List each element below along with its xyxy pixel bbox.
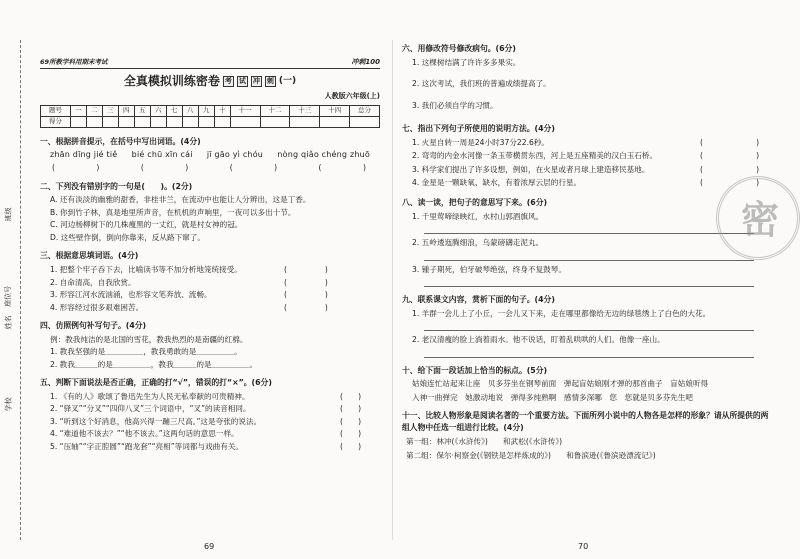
- answer-line[interactable]: [424, 251, 754, 261]
- score-cell[interactable]: [214, 116, 230, 127]
- score-col: 六: [150, 105, 166, 116]
- answer-paren[interactable]: ( ): [700, 137, 760, 147]
- score-col: 总分: [350, 105, 380, 116]
- binding-label-school: 学校: [4, 397, 13, 412]
- score-cell[interactable]: [290, 116, 320, 127]
- binding-label-seat: 座位号: [4, 285, 13, 307]
- binding-label-class: 班级: [4, 207, 13, 222]
- pinyin-row: [40, 150, 380, 160]
- grade-label: 人教版六年级(上): [324, 91, 380, 100]
- method-item-text: 4. 金星是一颗缺氧、缺水，有着浓厚云层的行星。: [412, 178, 582, 188]
- fill-item: [50, 265, 380, 274]
- exam-title: [40, 74, 380, 89]
- judge-item: [50, 392, 380, 401]
- answer-paren[interactable]: ( ): [340, 391, 362, 401]
- question-9-title: 九、联系课文内容，赏析下面的句子。(4分): [402, 295, 555, 305]
- score-col: 十一: [230, 105, 260, 116]
- score-col: 四: [118, 105, 134, 116]
- method-item-text: 3. 科学家们提出了许多设想，例如，在火星或者月球上建造移民基地。: [412, 164, 650, 174]
- title-tag: 刺: [266, 76, 274, 85]
- option-item: C. 河边杨柳树下的几株瘦黑的一丈红，就是村女神的冠。: [50, 220, 243, 230]
- method-item: [412, 178, 774, 187]
- score-cell[interactable]: [320, 116, 350, 127]
- answer-paren[interactable]: ( ): [700, 178, 760, 188]
- page-divider: [392, 40, 393, 540]
- title-suffix: (一): [278, 75, 297, 86]
- option-item: A. 还有淡淡的幽雅的甜香，非桂非兰，在流动中也能让人分辨出，这是丁香。: [50, 195, 311, 205]
- answer-paren[interactable]: ( ): [340, 429, 362, 439]
- fill-item-text: 3. 形容江河水流汹涌，也形容文笔奔放、流畅。: [50, 290, 212, 300]
- answer-line[interactable]: [424, 321, 754, 331]
- score-cell[interactable]: [166, 116, 182, 127]
- answer-paren[interactable]: ( ): [340, 416, 362, 426]
- score-table: [40, 105, 380, 128]
- judge-item: [50, 442, 380, 451]
- title-tag: 试: [238, 76, 246, 85]
- score-row1-label: 题号: [41, 105, 71, 116]
- fill-item: [50, 278, 380, 287]
- method-item: [412, 165, 774, 174]
- question-8-title: 八、读一读，把句子的意思写下来。(6分): [402, 197, 548, 207]
- seal-stamp: [716, 176, 800, 260]
- score-cell[interactable]: [230, 116, 260, 127]
- question-6-title: 六、用修改符号修改病句。(6分): [402, 44, 516, 53]
- passage-line[interactable]: 入神一曲弹完 她激动地说 弹得多纯熟啊 感情多深哪 您 您就是贝多芬先生吧: [412, 392, 693, 402]
- option-item: D. 这些壁作倒，倒向你靠来，反从路下窜了。: [50, 232, 205, 242]
- option-item: B. 你到竹子林，真是地里所声音，在机机的声响里，一夜可以多出十节。: [50, 207, 296, 217]
- score-col: 三: [102, 105, 118, 116]
- method-item-text: 1. 火星自转一周是24小时37分22.6秒。: [412, 137, 550, 147]
- score-col: 八: [182, 105, 198, 116]
- fill-item-text: 4. 形容经过很多艰难困苦。: [50, 302, 144, 312]
- poem-line: 1. 千里莺啼绿映红，水村山郭酒旗风。: [412, 211, 544, 221]
- answer-blank[interactable]: ( ): [284, 302, 328, 312]
- example-sentence: 例：教我纯洁的是北国的雪花，教我热烈的是南疆的红棉。: [50, 334, 248, 344]
- score-cell[interactable]: [134, 116, 150, 127]
- score-col: 五: [134, 105, 150, 116]
- judge-item-text: 4. “难道他不该去？”“他不该去。”这两句话的意思一样。: [50, 429, 239, 439]
- sentence-item: 2. 这次考试，我们班的普遍成绩提高了。: [412, 79, 551, 89]
- score-col: 七: [166, 105, 182, 116]
- title-tag: 考: [224, 76, 232, 85]
- title-tag: 冲: [252, 76, 260, 85]
- score-cell[interactable]: [102, 116, 118, 127]
- score-col: 十二: [260, 105, 290, 116]
- fill-item-text: 1. 把整个牢子吞下去，比喻读书等不加分析地笼统接受。: [50, 265, 242, 275]
- poem-line: 2. 五岭逶迤腾细浪，乌蒙磅礴走泥丸。: [412, 238, 544, 248]
- page-number-right: 70: [578, 542, 589, 551]
- method-item: [412, 151, 774, 160]
- binding-strip: [0, 0, 34, 559]
- method-item-text: 2. 弯弯的内金水河像一条玉带横贯东西，河上是五座精美的汉白玉石桥。: [412, 151, 658, 161]
- answer-line[interactable]: [424, 277, 754, 287]
- score-cell[interactable]: [260, 116, 290, 127]
- fill-item[interactable]: 1. 教我坚强的是＿＿＿＿＿，教我勇敢的是＿＿＿＿＿。: [50, 347, 242, 357]
- method-item: [412, 138, 774, 147]
- sentence-item: 2. 老汉清瘦的脸上淌着雨水。他不说话，盯着乱哄哄的人们。他像一座山。: [412, 335, 665, 345]
- answer-line[interactable]: [424, 348, 754, 358]
- answer-line[interactable]: [424, 224, 754, 234]
- score-col: 二: [86, 105, 102, 116]
- left-page: [40, 58, 380, 553]
- poem-line: 3. 锺子期死，伯牙破琴绝弦，终身不复鼓琴。: [412, 264, 566, 274]
- score-table-header-row: [41, 105, 380, 116]
- question-7-title: 七、指出下列句子所使用的说明方法。(4分): [402, 124, 555, 134]
- judge-item: [50, 404, 380, 413]
- group-item: 第二组：保尔·柯察金(《钢铁是怎样炼成的》) 和鲁滨逊(《鲁滨逊漂流记》): [406, 450, 656, 460]
- judge-item-text: 1. 《有的人》歌颂了鲁迅先生为人民无私奉献的可贵精神。: [50, 391, 250, 401]
- score-cell[interactable]: [86, 116, 102, 127]
- score-col: 九: [198, 105, 214, 116]
- answer-paren[interactable]: ( ): [700, 164, 760, 174]
- score-cell[interactable]: [182, 116, 198, 127]
- score-cell[interactable]: [198, 116, 214, 127]
- passage-line[interactable]: 姑娘连忙站起来让座 贝多芬坐在钢琴前面 弹起盲姑娘刚才弹的那首曲子 盲姑娘听得: [412, 379, 709, 389]
- pinyin-item: jī gāo yì chóu: [206, 150, 264, 160]
- judge-item: [50, 417, 380, 426]
- score-row2-label: 得分: [41, 116, 71, 127]
- score-col: 十三: [290, 105, 320, 116]
- group-item: 第一组：林冲(《水浒传》) 和武松(《水浒传》): [406, 437, 563, 447]
- fill-item[interactable]: 2. 教我＿＿＿的是＿＿＿＿＿，教我＿＿＿的是＿＿＿＿＿。: [50, 359, 258, 369]
- answer-blank[interactable]: ( ): [284, 277, 328, 287]
- judge-item-text: 2. “驿叉”“分叉”“四仰八叉”三个词语中，“叉”的读音相同。: [50, 404, 251, 414]
- answer-blank[interactable]: ( ): [284, 265, 328, 275]
- question-10-title: 十、给下面一段话加上恰当的标点。(5分): [402, 365, 548, 375]
- title-main: 全真模拟训练密卷: [123, 73, 220, 88]
- binding-label-name: 姓名: [4, 315, 13, 330]
- question-11-title: 十一、比较人物形象是阅读名著的一个重要方法。下面所列小说中的人物各是怎样的形象？请从所提供的两组人物中任选一组进行比较。(4分): [402, 411, 769, 432]
- score-cell[interactable]: [350, 116, 380, 127]
- answer-paren[interactable]: ( ): [340, 441, 362, 451]
- sentence-item: 1. 这棵树结满了许许多多果实。: [412, 57, 521, 67]
- question-4-title: 四、仿照例句补写句子。(4分): [40, 321, 147, 331]
- score-cell[interactable]: [70, 116, 86, 127]
- answer-parens-row[interactable]: ( ) ( ) ( ) ( ): [52, 163, 366, 173]
- pinyin-item: zhān dīng jié tiě: [50, 150, 118, 160]
- fill-item: [50, 290, 380, 299]
- answer-paren[interactable]: ( ): [700, 151, 760, 161]
- answer-blank[interactable]: ( ): [284, 290, 328, 300]
- score-cell[interactable]: [118, 116, 134, 127]
- judge-item: [50, 429, 380, 438]
- fill-item: [50, 303, 380, 312]
- question-5-title: 五、判断下面说法是否正确，正确的打“√”，错误的打“×”。(6分): [40, 378, 272, 388]
- series-label: 69所教学科用期末考试: [40, 58, 108, 66]
- right-page: [402, 44, 774, 549]
- score-cell[interactable]: [150, 116, 166, 127]
- page-number-left: 69: [204, 542, 215, 551]
- stamp-glyph: 密: [741, 198, 780, 242]
- score-col: 一: [70, 105, 86, 116]
- question-3-title: 三、根据意思填词语。(4分): [40, 251, 139, 261]
- pinyin-item: bié chū xīn cái: [131, 150, 193, 160]
- sentence-item: 1. 羊群一会儿上了小丘，一会儿又下来，走在哪里都像给无边的绿毯绣上了白色的大花。: [412, 308, 711, 318]
- question-2-title: 二、下列没有错别字的一句是( )。(2分): [40, 181, 193, 191]
- judge-item-text: 3. “听到这个好消息，他高兴得一蹦三尺高。”这是夸张的说法。: [50, 416, 262, 426]
- answer-paren[interactable]: ( ): [340, 404, 362, 414]
- score-col: 十: [214, 105, 230, 116]
- question-1-title: 一、根据拼音提示，在括号中写出词语。(4分): [40, 136, 201, 146]
- judge-item-text: 5. “压轴”“字正腔圆”“跑龙套”“亮相”等词都与戏曲有关。: [50, 441, 244, 451]
- sentence-item: 3. 我们必须自学的习惯。: [412, 100, 498, 110]
- score-col: 十四: [320, 105, 350, 116]
- cut-line: [20, 40, 21, 540]
- fill-item-text: 2. 自命清高，自我欣赏。: [50, 277, 136, 287]
- score-table-score-row: [41, 116, 380, 127]
- brand-logo: 冲刺100: [351, 58, 380, 66]
- pinyin-item: nòng qiǎo chéng zhuō: [277, 150, 370, 160]
